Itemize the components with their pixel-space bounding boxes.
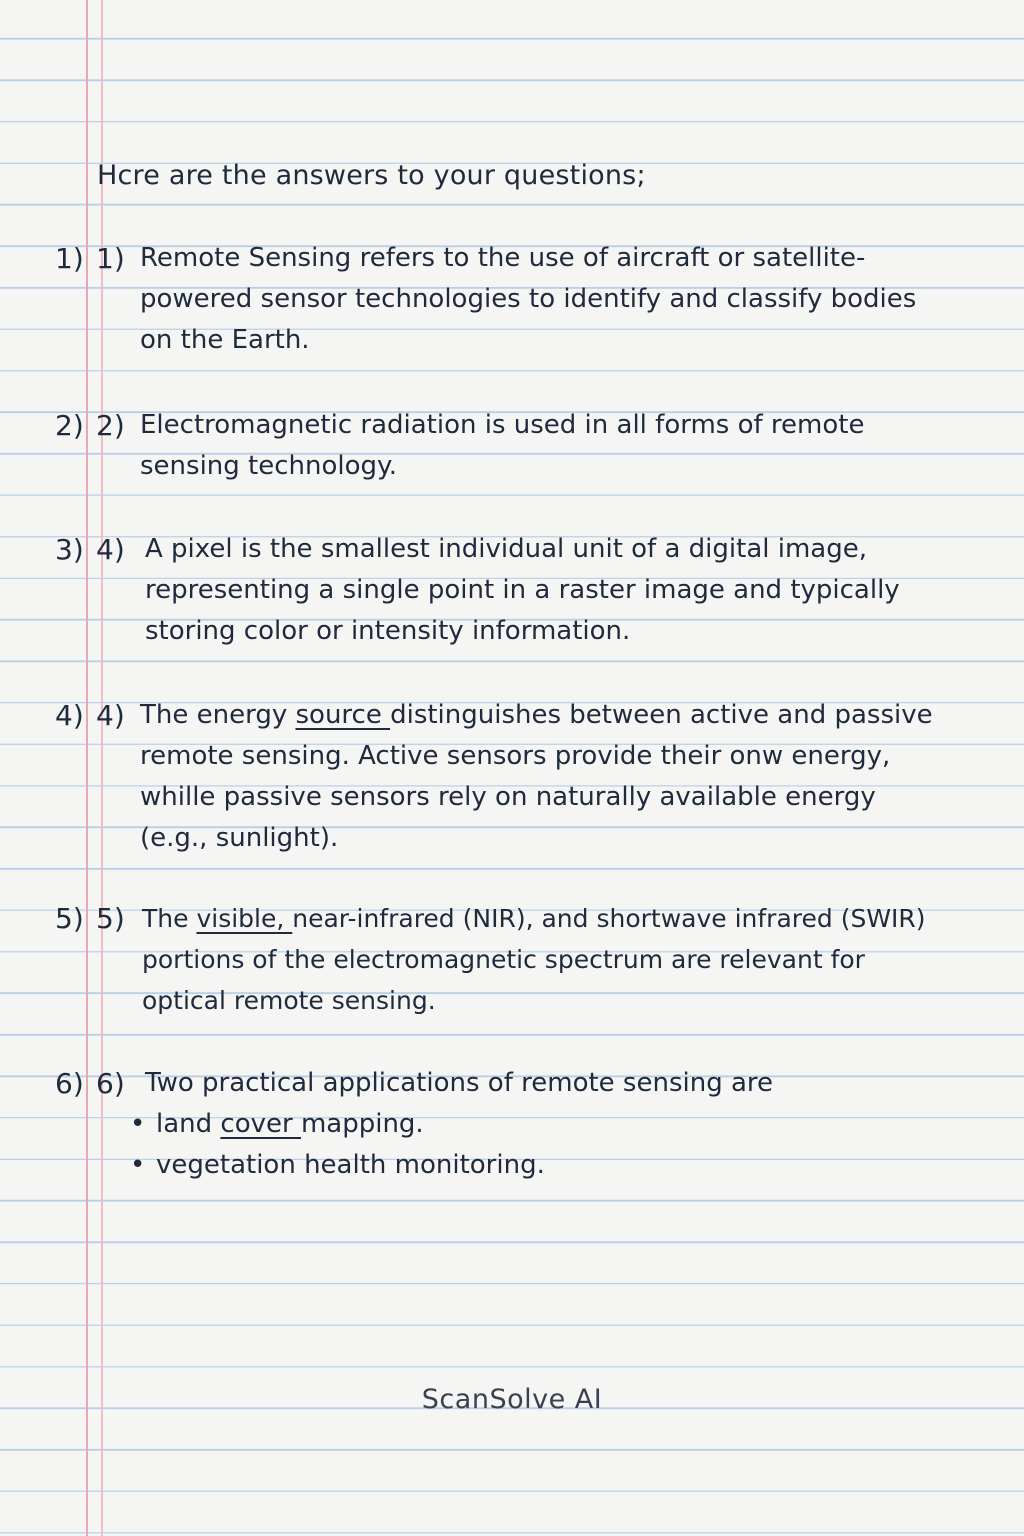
underlined-word: cover [220,1109,301,1139]
answer-6 [145,1063,1005,1104]
list-item-text: mapping. [300,1109,424,1139]
intro-text: Hcre are the answers to your questions; [97,160,646,191]
item-2-outer-number: 2) [55,409,84,442]
underlined-word: visible, [196,904,293,933]
answer-4-text: distinguishes between active and passive [390,700,933,730]
answer-3-line: representing a single point in a raster image and typically [145,575,900,605]
item-4-inner-number: 4) [96,699,125,732]
answer-6-line: Two practical applications of remote sensing are [145,1068,774,1098]
answer-4 [140,695,1000,859]
list-item [130,1104,545,1145]
margin-line-secondary [101,0,103,1536]
answer-4-text: The energy [140,700,296,730]
item-6-inner-number: 6) [96,1067,125,1100]
item-1-inner-number: 1) [96,242,125,275]
answer-2-line: Electromagnetic radiation is used in all forms of remote [140,410,865,440]
answer-5-text: near-infrared (NIR), and shortwave infrared (SWIR) [292,904,926,933]
answer-3 [145,529,1005,652]
answer-1 [140,238,1000,361]
answer-5-line: optical remote sensing. [142,986,436,1015]
list-item-text: vegetation health monitoring. [156,1150,545,1180]
answer-5-text: The [142,904,197,933]
bullet-icon: • [130,1109,146,1139]
item-6-outer-number: 6) [55,1067,84,1100]
answer-5-line: portions of the electromagnetic spectrum are relevant for [142,945,865,974]
item-2-inner-number: 2) [96,409,125,442]
answer-3-line: storing color or intensity information. [145,616,631,646]
margin-line [86,0,88,1536]
item-3-inner-number: 4) [96,533,125,566]
answer-2-line: sensing technology. [140,451,397,481]
bullet-icon: • [130,1150,146,1180]
list-item [130,1145,545,1186]
answer-4-line: whille passive sensors rely on naturally available energy [140,782,876,812]
answer-2 [140,405,1000,487]
watermark-footer: ScanSolve AI [421,1384,603,1415]
answer-1-line: powered sensor technologies to identify and classify bodies [140,284,917,314]
answer-4-first-line [140,695,1000,736]
answer-1-line: Remote Sensing refers to the use of aircraft or satellite- [140,243,866,273]
answer-5-first-line [142,898,1002,939]
item-3-outer-number: 3) [55,533,84,566]
list-item-text: land [156,1109,221,1139]
applications-list [130,1104,545,1186]
underlined-word: source [295,700,391,730]
item-4-outer-number: 4) [55,699,84,732]
answer-4-line: (e.g., sunlight). [140,823,339,853]
item-1-outer-number: 1) [55,242,84,275]
item-5-outer-number: 5) [55,902,84,935]
answer-4-line: remote sensing. Active sensors provide their onw energy, [140,741,891,771]
answer-5 [142,898,1002,1021]
answer-1-line: on the Earth. [140,325,310,355]
answer-3-line: A pixel is the smallest individual unit of a digital image, [145,534,867,564]
item-5-inner-number: 5) [96,902,125,935]
